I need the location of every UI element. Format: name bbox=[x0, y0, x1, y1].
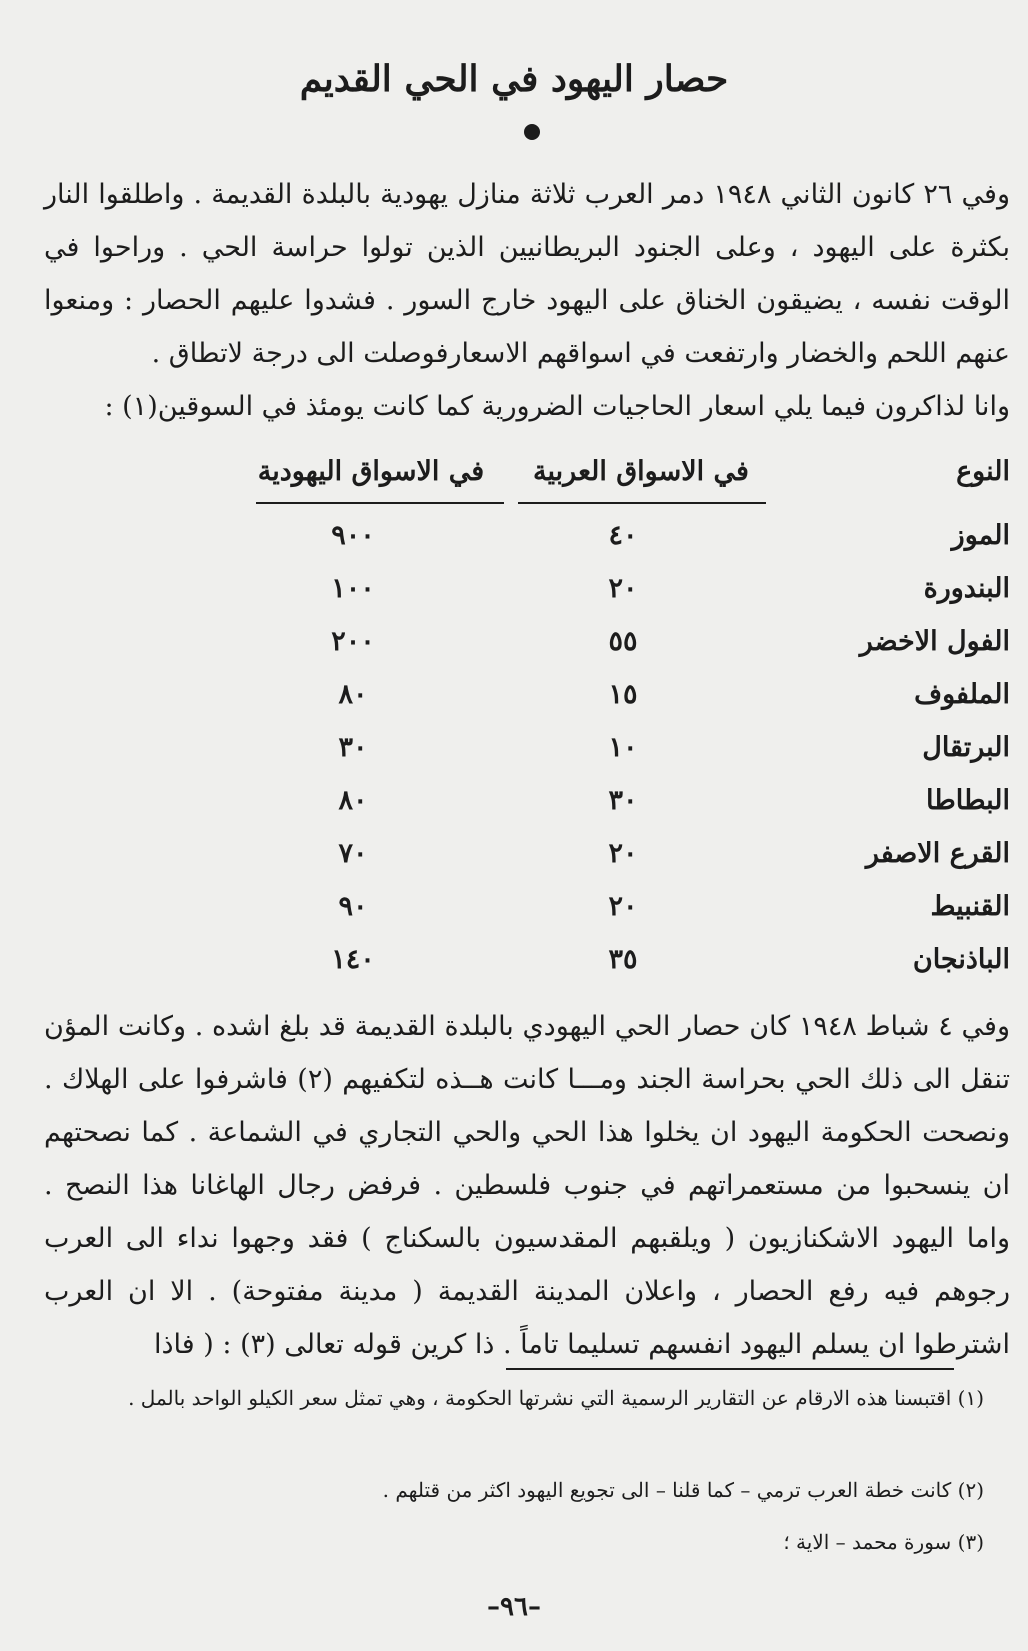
page-number: –٩٦– bbox=[487, 1592, 541, 1622]
table-row bbox=[20, 720, 1010, 776]
table-header-jewish-markets: في الاسواق اليهودية bbox=[257, 456, 485, 487]
jewish-price: ١٠٠ bbox=[331, 573, 375, 604]
table-row bbox=[20, 932, 1010, 988]
item-name: الباذنجان bbox=[912, 944, 1010, 975]
jewish-price: ٨٠ bbox=[338, 785, 368, 816]
arab-price: ٥٥ bbox=[608, 626, 638, 657]
table-row bbox=[20, 614, 1010, 670]
table-header-type: النوع bbox=[956, 456, 1010, 487]
item-name: الملفوف bbox=[914, 679, 1010, 710]
header-underline-jewish bbox=[256, 502, 504, 504]
arab-price: ٢٠ bbox=[608, 891, 638, 922]
table-row bbox=[20, 826, 1010, 882]
jewish-price: ٧٠ bbox=[338, 838, 368, 869]
jewish-price: ١٤٠ bbox=[331, 944, 375, 975]
table-row bbox=[20, 508, 1010, 564]
title-bullet bbox=[524, 124, 540, 140]
footnote-divider bbox=[506, 1368, 954, 1370]
paragraph-2: وانا لذاكرون فيما يلي اسعار الحاجيات الضرورية كما كانت يومئذ في السوقين(١) : bbox=[104, 391, 1010, 422]
table-row bbox=[20, 561, 1010, 617]
item-name: البطاطا bbox=[926, 785, 1010, 816]
page-title: حصار اليهود في الحي القديم bbox=[299, 58, 729, 100]
jewish-price: ٨٠ bbox=[338, 679, 368, 710]
paragraph-3: وفي ٤ شباط ١٩٤٨ كان حصار الحي اليهودي بالبلدة القديمة قد بلغ اشده . وكانت المؤن تنقل الى ذلك الحي بحراسة الجند ومـــا كانت هــذه لتكفيهم (٢) فاشرفوا على الهلاك . ونصحت الحكومة اليهود ان يخلوا هذا الحي والحي التجاري في الشماعة . كما نصحتهم ان ينسحبوا من مستعمراتهم في جنوب فلسطين . فرفض رجال الهاغانا هذا النصح . واما اليهود الاشكنازيون ( ويلقبهم المقدسيون بالسكناج ) فقد وجهوا نداء الى العرب رجوهم فيه رفع الحصار ، واعلان المدينة القديمة ( مدينة مفتوحة) . الا ان العرب اشترطوا ان يسلم اليهود انفسهم تسليما تاماً . ذا كرين قوله تعالى (٣) : ( فاذا bbox=[44, 1011, 1011, 1360]
jewish-price: ٢٠٠ bbox=[331, 626, 375, 657]
arab-price: ١٥ bbox=[608, 679, 638, 710]
table-row bbox=[20, 773, 1010, 829]
item-name: القرع الاصفر bbox=[865, 838, 1010, 869]
item-name: الفول الاخضر bbox=[859, 626, 1010, 657]
footnote-2: (٢) كانت خطة العرب ترمي – كما قلنا – الى تجويع اليهود اكثر من قتلهم . bbox=[382, 1478, 984, 1502]
item-name: البندورة bbox=[923, 573, 1010, 604]
jewish-price: ٩٠ bbox=[338, 891, 368, 922]
paragraph-1: وفي ٢٦ كانون الثاني ١٩٤٨ دمر العرب ثلاثة منازل يهودية بالبلدة القديمة . واطلقوا النار بكثرة على اليهود ، وعلى الجنود البريطانيين الذين تولوا حراسة الحي . وراحوا في الوقت نفسه ، يضيقون الخناق على اليهود خارج السور . فشدوا عليهم الحصار : ومنعوا عنهم اللحم والخضار وارتفعت في اسواقهم الاسعارفوصلت الى درجة لاتطاق . bbox=[44, 179, 1010, 369]
jewish-price: ٣٠ bbox=[338, 732, 368, 763]
footnote-1: (١) اقتبسنا هذه الارقام عن التقارير الرسمية التي نشرتها الحكومة ، وهي تمثل سعر الكيلو الواحد بالمل . bbox=[128, 1386, 984, 1410]
arab-price: ٤٠ bbox=[608, 520, 638, 551]
item-name: البرتقال bbox=[922, 732, 1010, 763]
header-underline-arab bbox=[518, 502, 766, 504]
arab-price: ٢٠ bbox=[608, 838, 638, 869]
arab-price: ٣٥ bbox=[608, 944, 638, 975]
arab-price: ٢٠ bbox=[608, 573, 638, 604]
item-name: الموز bbox=[951, 520, 1010, 551]
table-header-arab-markets: في الاسواق العربية bbox=[533, 456, 749, 487]
arab-price: ١٠ bbox=[608, 732, 638, 763]
arab-price: ٣٠ bbox=[608, 785, 638, 816]
item-name: القنبيط bbox=[930, 891, 1010, 922]
table-row bbox=[20, 667, 1010, 723]
footnote-3: (٣) سورة محمد – الاية ؛ bbox=[783, 1530, 984, 1554]
table-row bbox=[20, 879, 1010, 935]
jewish-price: ٩٠٠ bbox=[331, 520, 375, 551]
